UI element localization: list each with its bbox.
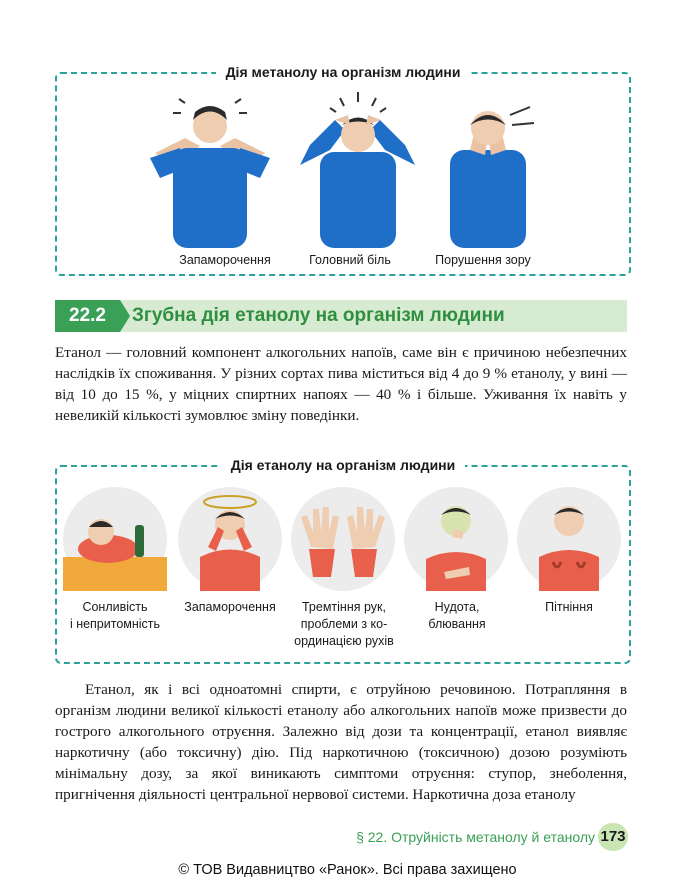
section-number: 22.2 (55, 300, 120, 332)
chapter-reference: § 22. Отруйність метанолу й етанолу (356, 829, 595, 845)
caption-headache: Головний біль (309, 253, 391, 267)
caption-vision-loss: Порушення зору (435, 253, 531, 267)
sweating-man-icon (517, 487, 621, 591)
caption-sleepiness: Сонливість і непритомність (69, 600, 161, 631)
headache-man-icon (290, 90, 425, 248)
caption-dizziness: Запаморочення (179, 253, 271, 267)
caption-sweating: Пітніння (545, 600, 593, 614)
caption-ethanol-dizziness: Запаморочення (184, 600, 276, 614)
caption-nausea: Нудота, блювання (428, 600, 486, 631)
paragraph-ethanol-intro: Етанол — головний компонент алкогольних напоїв, саме він є причиною небезпечних наслідків їх споживання. У різних сортах пива міститься від 4 до 9 % етанолу, у вині — від 10 до 15 %, у міцних спиртних напоях — 40 % і більше. Уживання їх навіть у невеликій кількості зумовлює зміну поведінки. (55, 344, 627, 424)
vision-loss-man-icon (440, 100, 550, 248)
sleepy-man-icon (63, 487, 167, 591)
methanol-box-title: Дія метанолу на організм людини (57, 64, 629, 80)
ethanol-box-title: Дія етанолу на організм людини (57, 457, 629, 473)
caption-shaking-hands: Тремтіння рук, проблеми з ко- ординацією рухів (294, 600, 394, 648)
paragraph-ethanol-toxicity: Етанол, як і всі одноатомні спирти, є отруйною речовиною. Потрапляння в організм людини великої кількості етанолу або алкогольних напоїв може призвести до гострого алкогольного отруєння. Залежно від дози та концентрації, етанол виявляє наркотичну (або токсичну) дію. Під наркотичною (токсичною) дозою розуміють мінімальну дозу, за якої виникають симптоми отруєння: ступор, знеболення, пригнічення діяльності центральної нервової системи. Наркотична доза етанолу (55, 681, 627, 803)
page-number: 173 (598, 823, 628, 851)
nausea-man-icon (404, 487, 508, 591)
copyright-notice: © ТОВ Видавництво «Ранок». Всі права захищено (178, 862, 517, 878)
section-title: Згубна дія етанолу на організм людини (132, 305, 505, 326)
dizzy-man-icon (145, 98, 275, 248)
shaking-hands-icon (291, 487, 395, 591)
dizzy-man-icon (178, 487, 282, 591)
